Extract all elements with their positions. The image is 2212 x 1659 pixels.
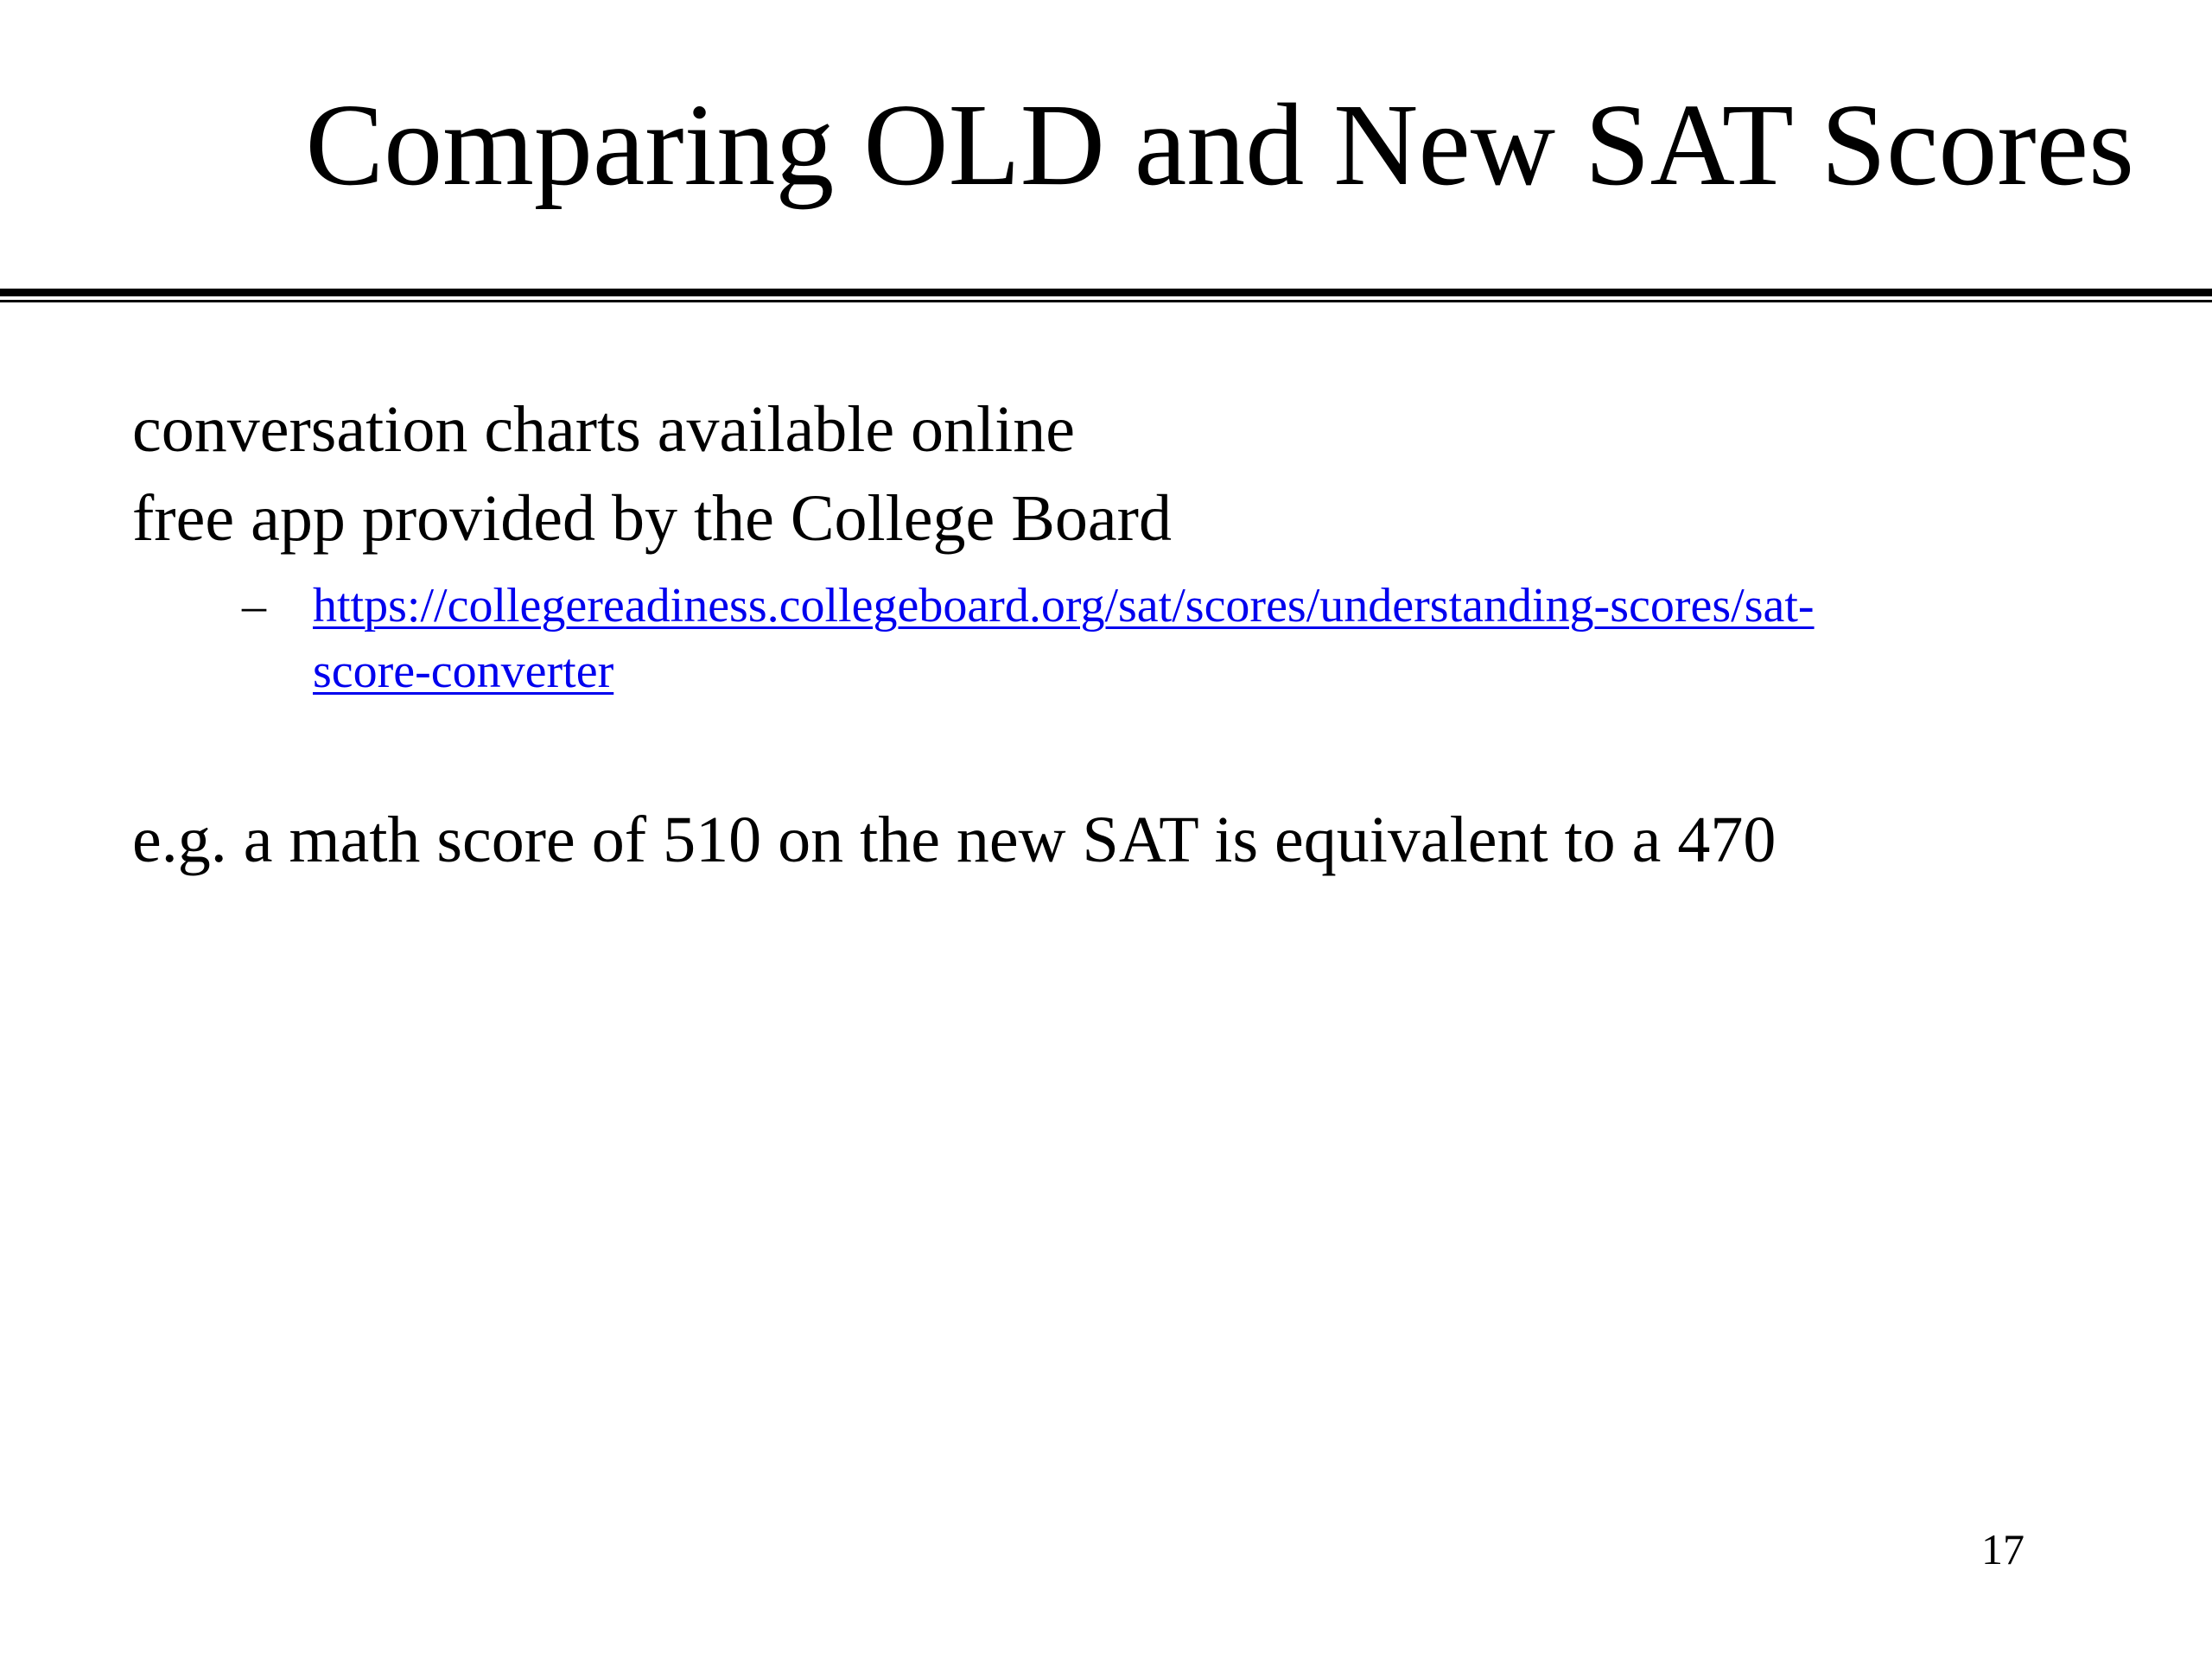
page-number: 17 xyxy=(1981,1525,2024,1573)
link-line-2[interactable]: score-converter xyxy=(313,645,614,698)
score-converter-link[interactable] xyxy=(313,573,1815,704)
dash-marker: – xyxy=(242,579,266,632)
example-text: e.g. a math score of 510 on the new SAT is equivalent to a 470 xyxy=(132,804,1777,876)
title-divider-thick xyxy=(0,289,2212,296)
bullet-conversion-charts: conversation charts available online xyxy=(132,393,1076,466)
slide-title: Comparing OLD and New SAT Scores xyxy=(305,80,2134,210)
bullet-free-app: free app provided by the College Board xyxy=(132,482,1172,555)
link-line-1[interactable]: https://collegereadiness.collegeboard.org/sat/scores/understanding-scores/sat- xyxy=(313,579,1815,632)
title-divider-thin xyxy=(0,300,2212,302)
